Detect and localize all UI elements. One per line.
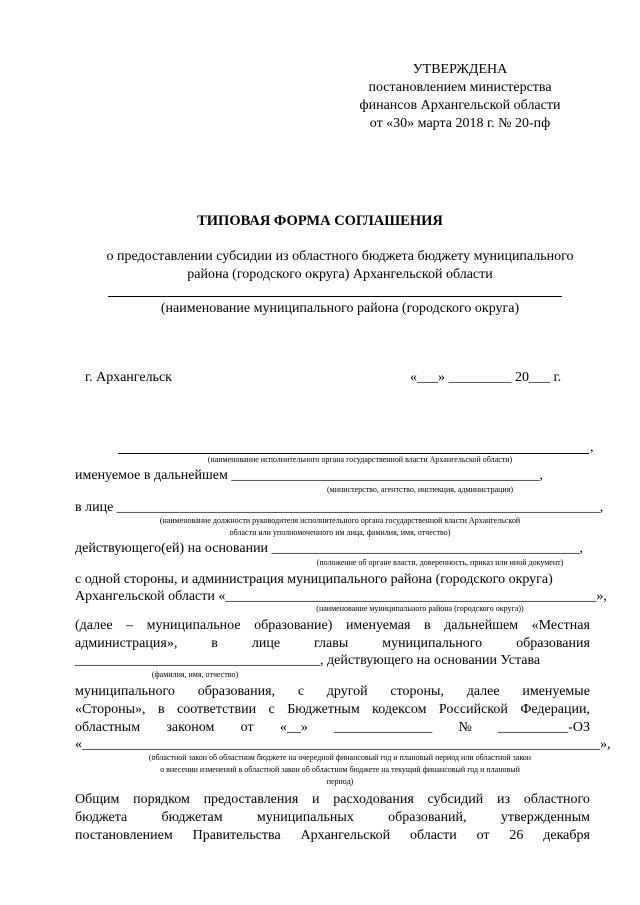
caption-basis-document: (положение об органе власти, доверенность, приказ или иной документ) (316, 558, 564, 567)
body-line-municipal-budgets: бюджета бюджетам муниципальных образований, утвержденным (75, 810, 590, 825)
caption-authority: (наименование исполнительного органа государственной власти Архангельской области) (207, 455, 513, 464)
body-line-charter: ___________________________________, действующего на основании Устава (75, 653, 541, 668)
approval-heading: УТВЕРЖДЕНА (412, 62, 508, 77)
caption-full-name: (фамилия, имя, отчество) (151, 670, 239, 679)
subtitle-caption: (наименование муниципального района (городского округа) (160, 301, 520, 316)
caption-municipality: (наименование муниципального района (городского округа)) (316, 604, 524, 613)
caption-law-2: о внесении изменений в областной закон об областном бюджете на текущий финансовый год и плановый (160, 765, 520, 774)
document-title: ТИПОВАЯ ФОРМА СОГЛАШЕНИЯ (197, 213, 443, 229)
authority-name-line (118, 453, 589, 454)
body-line-acting: действующего(ей) на основании ____________________________________________, (75, 541, 584, 556)
body-line-named: именуемое в дальнейшем ____________________________________________, (75, 468, 543, 483)
subtitle-line-2: района (городского округа) Архангельской области (187, 267, 493, 282)
approval-line-3: от «30» марта 2018 г. № 20-пф (369, 116, 551, 131)
body-line-hereinafter: (далее – муниципальное образование) именуемая в дальнейшем «Местная (75, 618, 590, 633)
body-line-law-name: «__________________________________________________________________________», (75, 737, 611, 752)
body-line-administration: администрация», в лице главы муниципального образования (75, 636, 590, 651)
subtitle-line-1: о предоставлении субсидии из областного бюджета бюджету муниципального (106, 249, 574, 264)
approval-line-2: финансов Архангельской области (359, 98, 561, 113)
body-line-region: Архангельской области «_____________________________________________________», (75, 589, 607, 604)
body-line-represented: в лице _____________________________________________________________________, (75, 500, 604, 515)
body-line-other-side: муниципального образования, с другой стороны, далее именуемые (75, 684, 590, 699)
body-line-budget-code: «Стороны», в соответствии с Бюджетным кодексом Российской Федерации, (75, 702, 590, 717)
body-line-one-side: с одной стороны, и администрация муниципального района (городского округа) (75, 572, 553, 587)
caption-head-position-1: (наименование должности руководителя исполнительного органа государственной власти Архангельской (159, 516, 521, 525)
approval-line-1: постановлением министерства (368, 80, 552, 95)
body-line-general-procedure: Общим порядком предоставления и расходования субсидий из областного (75, 792, 590, 807)
body-line-regional-law: областным законом от «__» ______________ № __________-ОЗ (75, 720, 590, 735)
caption-agency-type: (министерство, агентство, инспекция, администрация) (326, 485, 514, 494)
comma: , (590, 440, 594, 455)
caption-law-1: (областной закон об областном бюджете на очередной финансовый год и плановый период или областной закон (148, 753, 532, 762)
body-line-resolution: постановлением Правительства Архангельской области от 26 декабря (75, 828, 590, 843)
agreement-date: «___» _________ 20___ г. (410, 370, 562, 385)
caption-law-3: период) (326, 777, 354, 786)
city: г. Архангельск (85, 370, 172, 385)
municipality-name-line (108, 296, 562, 297)
caption-head-position-2: области или уполномоченного им лица, фамилия, имя, отчество) (229, 528, 451, 537)
